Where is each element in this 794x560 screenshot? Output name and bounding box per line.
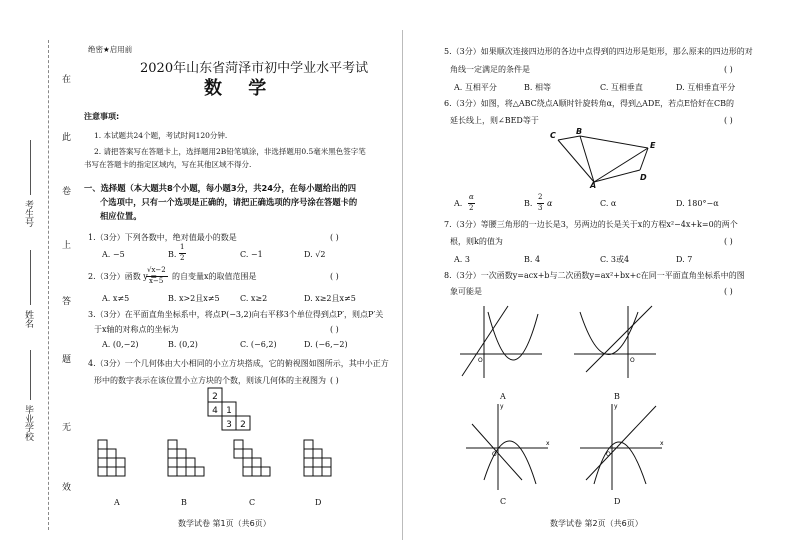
fill-line <box>30 250 31 305</box>
origin-label: O <box>478 357 483 364</box>
fill-line <box>30 350 31 400</box>
q6-option-a: A. <box>454 199 463 208</box>
binding-char: 卷 <box>62 187 72 197</box>
q2-paren: ( ) <box>330 272 339 281</box>
q5-option-c: C. 互相垂直 <box>600 83 643 92</box>
top-view-number: 3 <box>226 420 232 430</box>
q6-stem: 延长线上，则∠BED等于 <box>450 116 539 125</box>
line <box>586 306 652 372</box>
q6-option-d: D. 180°−α <box>676 199 719 208</box>
q7-stem: 7.（3分）等腰三角形的一边长是3，另两边的长是关于x的方程x²−4x+k=0的两个 <box>444 220 738 229</box>
q4-label-d: D <box>315 498 322 507</box>
origin-label: O <box>492 451 497 458</box>
line <box>472 424 522 480</box>
q8-label-d: D <box>614 497 621 506</box>
point-b-label: B <box>576 127 583 136</box>
q3-option-c: C. (−6,2) <box>240 340 277 349</box>
q8-graph-c <box>462 400 552 494</box>
q4-option-c-figure <box>232 438 272 484</box>
q8-label-c: C <box>500 497 507 506</box>
q1-option-d: D. √2 <box>304 250 326 259</box>
q5-option-d: D. 互相垂直平分 <box>676 83 736 92</box>
section1-line: 一、选择题（本大题共8个小题，每小题3分，共24分，在每小题给出的四 <box>84 183 357 193</box>
segment-cb <box>558 136 580 140</box>
notes-item: 书写在答题卡的指定区域内，写在其他区域不得分. <box>84 160 252 169</box>
x-axis-label: x <box>546 440 550 447</box>
binding-char: 答 <box>62 297 72 307</box>
q1-frac-den: 2 <box>180 254 185 262</box>
q5-stem: 5.（3分）如果顺次连接四边形的各边中点得到的四边形是矩形，那么原来的四边形的对 <box>444 47 753 56</box>
point-d-label: D <box>640 173 647 182</box>
point-c-label: C <box>550 131 556 140</box>
q2-option-a: A. x≠5 <box>102 294 130 303</box>
q8-graph-a <box>458 302 544 382</box>
q6-option-c: C. α <box>600 199 617 208</box>
page-footer-right: 数学试卷 第2页（共6页） <box>550 519 643 528</box>
segment-be <box>580 136 648 148</box>
binding-label-exam-number: 考生号 <box>23 200 33 227</box>
q1-paren: ( ) <box>330 233 339 242</box>
q7-paren: ( ) <box>724 237 733 246</box>
binding-char: 此 <box>62 133 72 143</box>
page-footer-left: 数学试卷 第1页（共6页） <box>178 519 271 528</box>
q8-stem: 象可能是 <box>450 287 482 296</box>
secret-mark: 绝密★启用前 <box>88 45 133 54</box>
binding-dashed-line <box>48 40 49 530</box>
q2-frac-num: √x−2 <box>147 266 166 274</box>
q4-top-view-figure <box>206 386 266 434</box>
q2-stem-pre: 2.（3分）函数 y = <box>88 272 158 281</box>
q5-option-b: B. 相等 <box>524 83 551 92</box>
q6-opt-a-den: 2 <box>469 204 474 212</box>
q7-option-d: D. 7 <box>676 255 693 264</box>
notes-item: 2. 请把答案写在答题卡上，选择题用2B铅笔填涂，非选择题用0.5毫米黑色签字笔 <box>94 147 366 156</box>
binding-label-name: 姓名 <box>23 310 33 328</box>
q2-option-d: D. x≥2且x≠5 <box>304 294 356 303</box>
top-view-number: 2 <box>240 420 246 430</box>
section1-line: 个选项中，只有一个选项是正确的，请把正确选项的序号涂在答题卡的 <box>100 197 358 207</box>
point-e-label: E <box>650 141 656 150</box>
point-a-label: A <box>590 181 597 188</box>
q1-frac-num: 1 <box>180 243 185 251</box>
q4-label-c: C <box>249 498 256 507</box>
q1-option-a: A. −5 <box>102 250 125 259</box>
y-axis-label: y <box>614 403 618 410</box>
q8-label-a: A <box>500 392 506 401</box>
q6-rotation-figure <box>544 126 664 188</box>
q3-option-a: A. (0,−2) <box>102 340 139 349</box>
q8-label-b: B <box>614 392 620 401</box>
q3-option-d: D. (−6,−2) <box>304 340 348 349</box>
fill-line <box>30 140 31 195</box>
top-view-number: 4 <box>212 406 218 416</box>
binding-char: 效 <box>62 483 72 493</box>
q5-stem: 角线一定满足的条件是 <box>450 65 530 74</box>
q2-option-c: C. x≥2 <box>240 294 268 303</box>
q4-stem: 4.（3分）一个几何体由大小相同的小立方块搭成，它的俯视图如图所示，其中小正方 <box>88 359 389 368</box>
q4-option-d-figure <box>302 438 342 484</box>
q5-option-a: A. 互相平分 <box>454 83 497 92</box>
q1-option-b: B. <box>168 250 177 259</box>
q8-paren: ( ) <box>724 287 733 296</box>
section1-line: 相应位置。 <box>100 211 142 221</box>
x-axis-label: x <box>660 440 664 447</box>
q4-label-b: B <box>181 498 187 507</box>
segment-ca <box>558 140 594 182</box>
line <box>462 306 508 376</box>
q8-graph-d <box>576 400 666 494</box>
binding-char: 题 <box>62 355 72 365</box>
q4-option-a-figure <box>96 438 136 484</box>
q7-option-a: A. 3 <box>454 255 470 264</box>
page-divider <box>402 30 403 540</box>
q4-option-b-figure <box>166 438 206 484</box>
q1-stem: 1.（3分）下列各数中，绝对值最小的数是 <box>88 233 237 242</box>
q7-option-b: B. 4 <box>524 255 541 264</box>
line <box>586 406 656 480</box>
q6-opt-a-num: α <box>469 193 474 201</box>
q2-option-b: B. x>2且x≠5 <box>168 294 220 303</box>
notes-heading: 注意事项: <box>84 112 120 121</box>
q5-paren: ( ) <box>724 65 733 74</box>
top-view-number: 2 <box>212 392 218 402</box>
parabola <box>484 441 536 484</box>
binding-char: 在 <box>62 75 72 85</box>
subject-title: 数 学 <box>204 78 277 99</box>
segment-ba <box>580 136 594 182</box>
binding-char: 上 <box>62 241 72 251</box>
q3-option-b: B. (0,2) <box>168 340 198 349</box>
notes-item: 1. 本试题共24个题，考试时间120分钟. <box>94 131 228 140</box>
q4-paren: ( ) <box>330 376 339 385</box>
parabola <box>488 312 538 360</box>
q3-stem: 3.（3分）在平面直角坐标系中，将点P(−3,2)向右平移3个单位得到点P′，则点P′关 <box>88 310 384 319</box>
segment-ad <box>594 170 640 182</box>
q6-stem: 6.（3分）如图，将△ABC绕点A顺时针旋转角α，得到△ADE，若点E恰好在CB的 <box>444 99 735 108</box>
q1-option-c: C. −1 <box>240 250 263 259</box>
exam-title: 2020年山东省菏泽市初中学业水平考试 <box>140 61 369 76</box>
binding-char: 无 <box>62 423 72 433</box>
q6-option-b: B. <box>524 199 533 208</box>
origin-label: O <box>630 357 635 364</box>
q6-paren: ( ) <box>724 116 733 125</box>
q3-paren: ( ) <box>330 325 339 334</box>
q8-graph-b <box>572 302 658 382</box>
top-view-number: 1 <box>226 406 232 416</box>
q2-frac-den: x−5 <box>149 277 164 285</box>
parabola <box>580 312 638 355</box>
q7-option-c: C. 3或4 <box>600 255 630 264</box>
q4-stem: 形中的数字表示在该位置小立方块的个数，则该几何体的主视图为 <box>94 376 326 385</box>
q6-opt-b-alpha: α <box>547 199 553 208</box>
origin-label: O <box>606 451 611 458</box>
q6-opt-b-num: 2 <box>538 193 543 201</box>
right-page <box>414 0 794 560</box>
q2-stem-post: 的自变量x的取值范围是 <box>172 272 257 281</box>
q3-stem: 于x轴的对称点的坐标为 <box>94 325 179 334</box>
segment-de <box>640 148 648 170</box>
q6-opt-b-den: 3 <box>538 204 543 212</box>
binding-label-school: 毕业学校 <box>23 405 33 441</box>
q8-stem: 8.（3分）一次函数y=acx+b与二次函数y=ax²+bx+c在同一平面直角坐标系中的图 <box>444 271 745 280</box>
q7-stem: 根，则k的值为 <box>450 237 503 246</box>
y-axis-label: y <box>500 403 504 410</box>
q4-label-a: A <box>114 498 120 507</box>
left-page <box>0 0 389 560</box>
